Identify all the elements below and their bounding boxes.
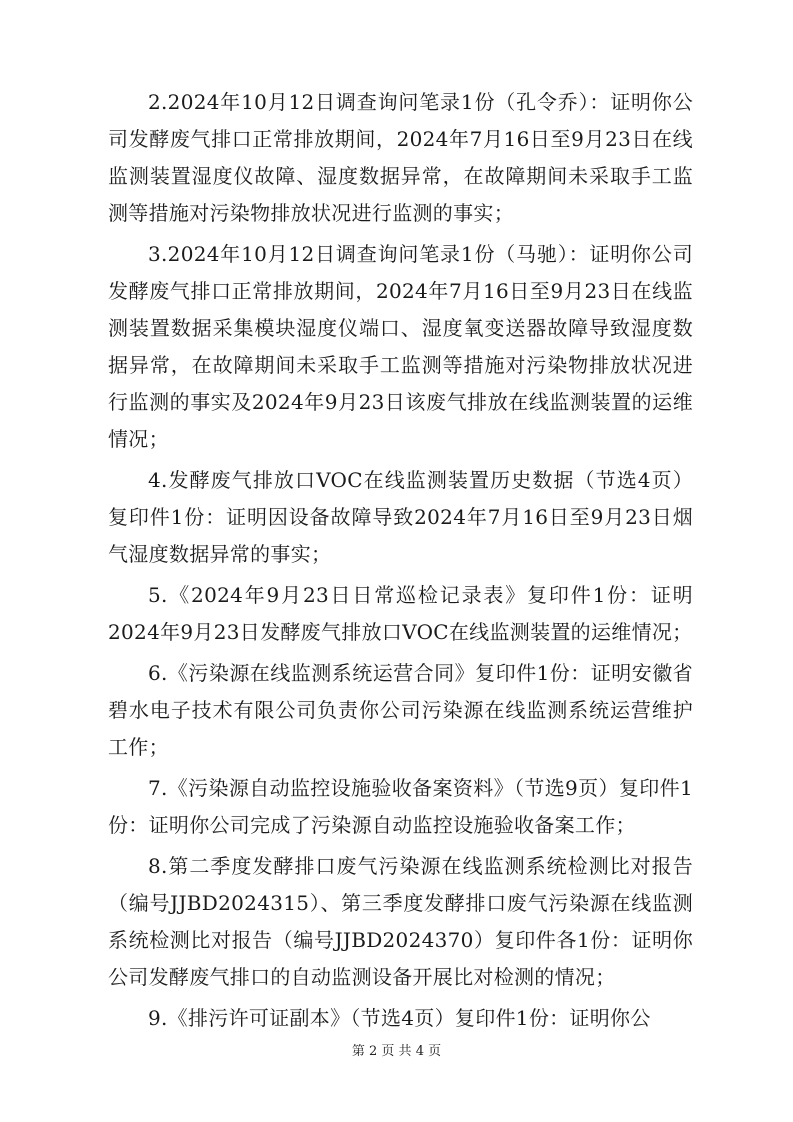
evidence-item-9: 9.《排污许可证副本》（节选4页）复印件1份：证明你公 bbox=[148, 1006, 651, 1030]
evidence-item-4: 4.发酵废气排放口VOC在线监测装置历史数据（节选4页）复印件1份：证明因设备故障导致2024年7月16日至9月23日烟气湿度数据异常的事实； bbox=[108, 468, 693, 566]
evidence-item-6: 6.《污染源在线监测系统运营合同》复印件1份：证明安徽省碧水电子技术有限公司负责你公司污染源在线监测系统运营维护工作； bbox=[108, 661, 693, 759]
page-number-footer: 第 2 页 共 4 页 bbox=[351, 1044, 442, 1059]
document-body bbox=[108, 84, 693, 1041]
evidence-item-8: 8.第二季度发酵排口废气污染源在线监测系统检测比对报告（编号JJBD2024315）、第三季度发酵排口废气污染源在线监测系统检测比对报告（编号JJBD2024370）复印件各1份：证明你公司发酵废气排口的自动监测设备开展比对检测的情况； bbox=[108, 854, 693, 989]
evidence-item-3: 3.2024年10月12日调查询问笔录1份（马驰）：证明你公司发酵废气排口正常排放期间，2024年7月16日至9月23日在线监测装置数据采集模块湿度仪端口、湿度氧变送器故障导致湿度数据异常，在故障期间未采取手工监测等措施对污染物排放状况进行监测的事实及2024年9月23日该废气排放在线监测装置的运维情况； bbox=[108, 242, 693, 451]
evidence-item-5: 5.《2024年9月23日日常巡检记录表》复印件1份：证明2024年9月23日发酵废气排放口VOC在线监测装置的运维情况； bbox=[108, 583, 693, 644]
evidence-item-7: 7.《污染源自动监控设施验收备案资料》（节选9页）复印件1份：证明你公司完成了污染源自动监控设施验收备案工作； bbox=[108, 776, 693, 837]
evidence-item-2: 2.2024年10月12日调查询问笔录1份（孔令乔）：证明你公司发酵废气排口正常排放期间，2024年7月16日至9月23日在线监测装置湿度仪故障、湿度数据异常，在故障期间未采取手工监测等措施对污染物排放状况进行监测的事实； bbox=[108, 90, 693, 225]
